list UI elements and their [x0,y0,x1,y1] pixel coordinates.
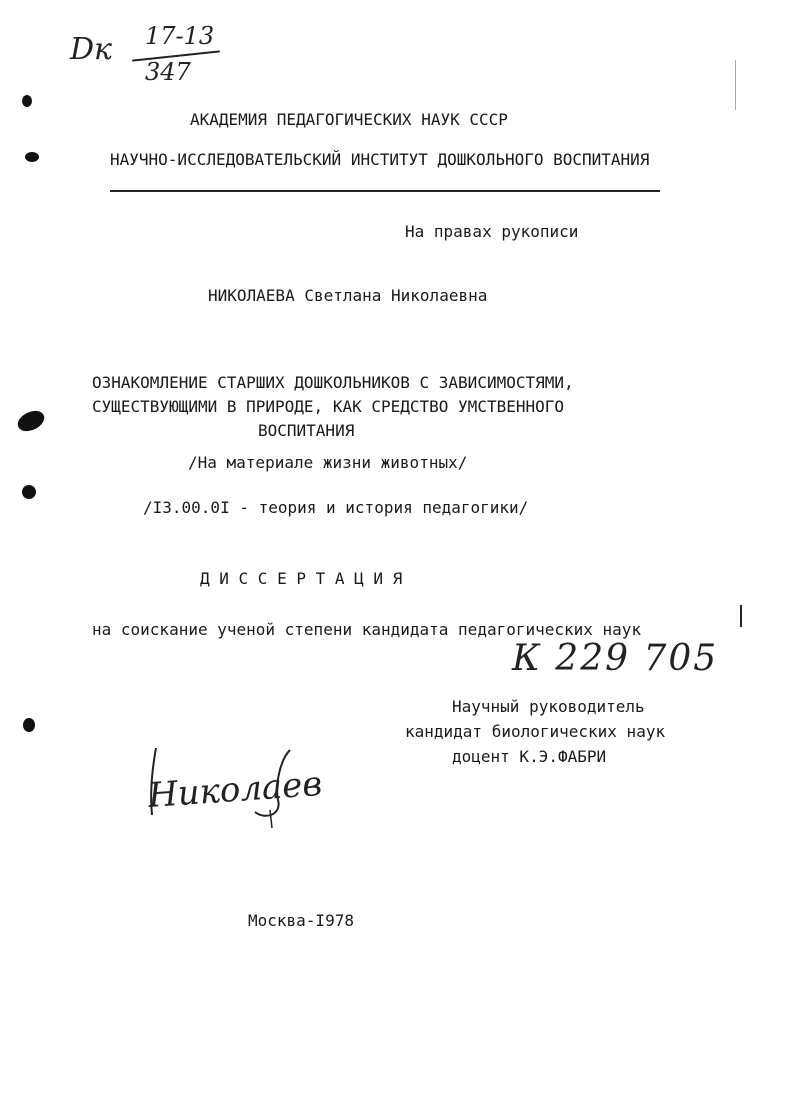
header-underline [110,190,660,192]
title-line-1: ОЗНАКОМЛЕНИЕ СТАРШИХ ДОШКОЛЬНИКОВ С ЗАВИСИМОСТЯМИ, [92,373,574,392]
binding-hole [22,95,32,107]
institute-name: НАУЧНО-ИССЛЕДОВАТЕЛЬСКИЙ ИНСТИТУТ ДОШКОЛЬНОГО ВОСПИТАНИЯ [110,150,650,169]
binding-hole [23,718,35,732]
title-line-3: ВОСПИТАНИЯ [258,421,355,440]
signature-flourish [140,740,310,830]
catalog-fraction-top: 17-13 [145,22,215,50]
supervisor-degree: кандидат биологических наук [405,722,666,741]
binding-hole [15,407,48,435]
title-line-2: СУЩЕСТВУЮЩИМИ В ПРИРОДЕ, КАК СРЕДСТВО УМСТВЕННОГО [92,397,565,416]
binding-hole [22,485,36,499]
document-type: Д И С С Е Р Т А Ц И Я [200,569,403,588]
margin-mark [735,60,736,110]
city-year: Москва-I978 [248,911,354,930]
subtitle: /На материале жизни животных/ [188,453,468,472]
degree-line: на соискание ученой степени кандидата педагогических наук [92,620,642,639]
supervisor-title: Научный руководитель [452,697,645,716]
author-name: НИКОЛАЕВА Светлана Николаевна [208,286,488,305]
inventory-number: К 229 705 [512,638,719,679]
academy-name: АКАДЕМИЯ ПЕДАГОГИЧЕСКИХ НАУК СССР [190,110,508,129]
manuscript-note: На правах рукописи [405,222,579,241]
catalog-fraction-bottom: 347 [145,58,191,86]
signature: Николаев [146,763,324,817]
catalog-code: Dк [70,32,112,67]
binding-hole [25,152,39,162]
supervisor-name: доцент К.Э.ФАБРИ [452,747,607,766]
margin-mark [740,605,742,627]
specialty: /I3.00.0I - теория и история педагогики/ [143,498,529,517]
